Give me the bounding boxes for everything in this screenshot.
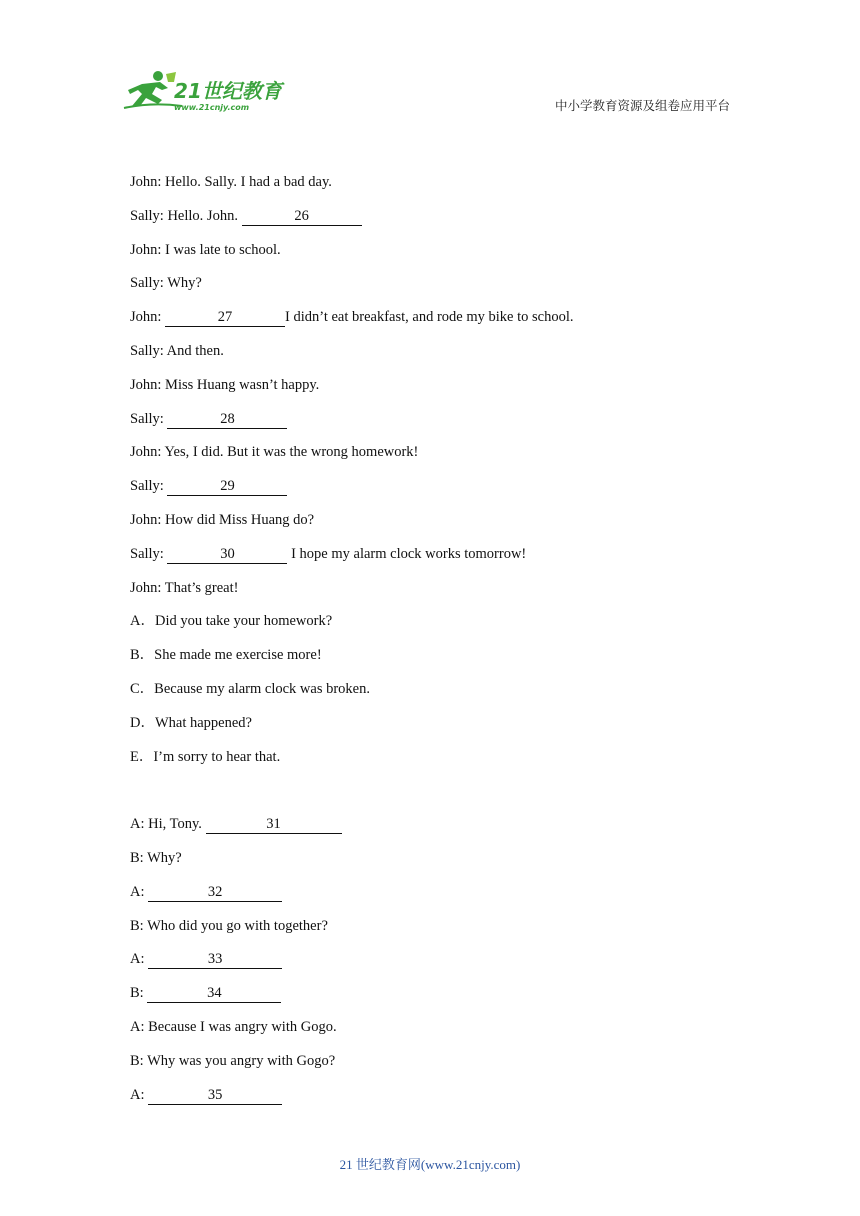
line-text: A:	[130, 951, 149, 968]
svg-text:www.21cnjy.com: www.21cnjy.com	[174, 103, 250, 112]
dialogue-line	[130, 510, 314, 530]
option-item: D．What happened?	[130, 714, 252, 731]
dialogue-line	[130, 882, 282, 902]
dialogue-line	[130, 206, 362, 226]
svg-text:21世纪教育: 21世纪教育	[174, 79, 282, 103]
dialogue-line	[130, 1085, 282, 1105]
dialogue-line	[130, 544, 526, 564]
line-text: B: Why?	[130, 850, 182, 866]
site-logo	[122, 68, 292, 114]
line-text: John: How did Miss Huang do?	[130, 512, 315, 528]
runner-logo-icon	[122, 68, 292, 114]
answer-blank[interactable]: 29	[167, 478, 287, 496]
dialogue-line	[130, 1051, 335, 1071]
line-text: John: That’s great!	[130, 579, 239, 596]
dialogue-line	[130, 848, 182, 868]
page-header	[0, 0, 860, 130]
line-text: Sally: Why?	[130, 275, 202, 292]
dialogue-line	[130, 409, 287, 429]
line-text: B: Why was you angry with Gogo?	[130, 1052, 336, 1069]
dialogue-line	[130, 172, 332, 192]
line-text: John: Hello. Sally. I had a bad day.	[130, 174, 332, 190]
line-text: Sally:	[130, 410, 168, 427]
line-text: A: Hi, Tony.	[130, 816, 206, 833]
answer-blank[interactable]: 31	[206, 816, 342, 834]
line-text: B:	[130, 985, 148, 1002]
option-item: A．Did you take your homework?	[130, 613, 333, 630]
option-item: B．She made me exercise more!	[130, 647, 322, 664]
line-text: John:	[130, 309, 166, 326]
line-text: John: I was late to school.	[130, 241, 281, 258]
dialogue-line	[130, 375, 319, 395]
dialogue-line	[130, 273, 202, 293]
footer-text[interactable]: 21 世纪教育网(www.21cnjy.com)	[339, 1157, 521, 1172]
answer-blank[interactable]: 28	[167, 411, 287, 429]
line-text: Sally: Hello. John.	[130, 207, 242, 224]
answer-blank[interactable]: 34	[147, 985, 281, 1003]
line-text: A:	[130, 883, 149, 900]
line-text: Sally: And then.	[130, 343, 224, 359]
dialogue-line	[130, 240, 281, 260]
line-text: John: Yes, I did. But it was the wrong homework!	[130, 444, 419, 461]
dialogue-line	[130, 916, 328, 936]
line-text: Sally:	[130, 545, 168, 562]
dialogue-line	[130, 476, 287, 496]
dialogue-line	[130, 341, 224, 361]
answer-blank[interactable]: 32	[148, 884, 282, 902]
line-text: A:	[130, 1086, 149, 1103]
answer-blank[interactable]: 33	[148, 951, 282, 969]
line-text: Sally:	[130, 478, 168, 495]
dialogue-line	[130, 1017, 337, 1037]
dialogue-line	[130, 442, 418, 462]
dialogue-line	[130, 814, 342, 834]
dialogue-line	[130, 307, 574, 327]
answer-blank[interactable]: 35	[148, 1087, 282, 1105]
line-text: A: Because I was angry with Gogo.	[130, 1019, 337, 1035]
option-item: C．Because my alarm clock was broken.	[130, 681, 370, 697]
line-text-after-blank: I didn’t eat breakfast, and rode my bike to school.	[285, 309, 574, 326]
dialogue-line	[130, 949, 282, 969]
line-text: John: Miss Huang wasn’t happy.	[130, 376, 320, 393]
dialogue-line	[130, 983, 281, 1003]
answer-blank[interactable]: 30	[167, 546, 287, 564]
dialogue-line	[130, 578, 238, 598]
option-item: E．I’m sorry to hear that.	[130, 748, 281, 765]
answer-blank[interactable]: 27	[165, 309, 285, 327]
header-platform-text: 中小学教育资源及组卷应用平台	[554, 98, 730, 113]
answer-blank[interactable]: 26	[242, 208, 362, 226]
line-text-after-blank: I hope my alarm clock works tomorrow!	[287, 545, 527, 562]
line-text: B: Who did you go with together?	[130, 917, 328, 934]
